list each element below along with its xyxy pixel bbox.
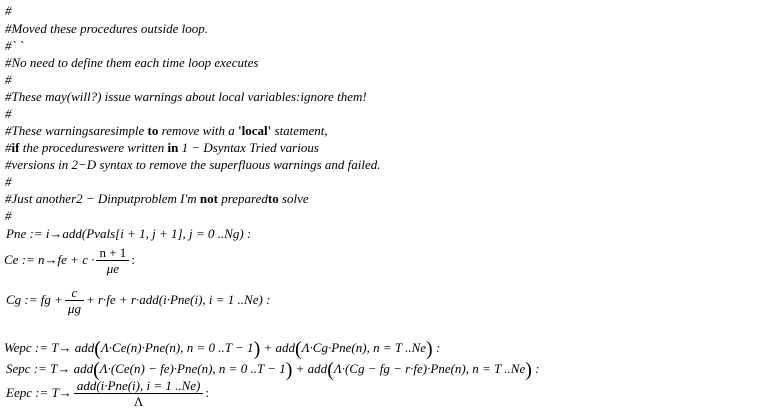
keyword-not: not: [199, 191, 218, 206]
keyword-to: to: [147, 123, 159, 138]
comment-line-10[interactable]: [5, 157, 381, 173]
comment-line-3[interactable]: [5, 38, 23, 54]
ce-numerator: n + 1: [96, 245, 129, 261]
comment-line-6[interactable]: [5, 89, 367, 105]
comment-line-13[interactable]: [5, 208, 12, 224]
eepc-numerator: add(i·Pne(i), i = 1 ..Ne): [74, 378, 204, 394]
code-line-wepc[interactable]: [4, 338, 440, 361]
comment-text: #These may(will?) issue warnings about local variables:ignore them!: [5, 89, 367, 104]
comment-line-8[interactable]: [5, 123, 328, 139]
paren-close: ): [525, 359, 532, 381]
cg-denominator: μg: [67, 301, 81, 316]
comment-text: #Moved these procedures outside loop.: [5, 21, 209, 36]
code-line-pne[interactable]: [6, 226, 251, 242]
sepc-plus: + add: [292, 361, 328, 376]
wepc-sum1: Λ·Ce(n)·Pne(n), n = 0 ..T − 1: [100, 340, 254, 355]
comment-line-12[interactable]: [5, 191, 309, 207]
comment-line-2[interactable]: [5, 21, 208, 37]
comment-line-4[interactable]: [5, 55, 258, 71]
comment-line-9[interactable]: [5, 140, 319, 156]
paren-close: ): [253, 338, 261, 360]
keyword-local: 'local': [238, 123, 272, 138]
sepc-terminator: :: [531, 361, 540, 376]
eepc-denominator: Λ: [133, 394, 144, 409]
wepc-lhs: Wepc := T→ add: [4, 340, 95, 355]
comment-text: 1 − Dsyntax Tried various: [178, 140, 319, 155]
comment-text: #Just another2 − Dinputproblem I'm: [5, 191, 200, 206]
paren-open: (: [94, 338, 101, 360]
comment-text: prepared: [217, 191, 268, 206]
comment-text: remove with a: [158, 123, 239, 138]
eepc-terminator: :: [205, 384, 210, 400]
cg-fraction: [65, 285, 84, 317]
comment-line-11[interactable]: [5, 174, 12, 190]
comment-text: #No need to define them each time loop executes: [5, 55, 259, 70]
paren-close: ): [285, 359, 293, 381]
comment-line-1[interactable]: [5, 3, 12, 19]
cg-numerator: c: [65, 285, 84, 301]
pne-definition: Pne := i→add(Pvals[i + 1, j + 1], j = 0 ..Ng) :: [6, 226, 252, 241]
comment-text: #: [5, 174, 12, 189]
paren-open: (: [295, 338, 302, 360]
sepc-lhs: Sepc := T→ add: [6, 361, 94, 376]
comment-text: #versions in 2−D syntax to remove the superfluous warnings and failed.: [5, 157, 381, 172]
code-line-eepc[interactable]: [6, 378, 209, 410]
ce-lhs: Ce := n→fe + c ·: [4, 251, 95, 267]
eepc-lhs: Eepc := T→: [6, 384, 72, 400]
wepc-terminator: :: [432, 340, 441, 355]
wepc-sum2: Λ·Cg·Pne(n), n = T ..Ne: [301, 340, 427, 355]
ce-fraction: [96, 245, 129, 277]
paren-open: (: [93, 359, 100, 381]
paren-close: ): [426, 338, 433, 360]
wepc-plus: + add: [260, 340, 296, 355]
code-line-ce[interactable]: [4, 245, 135, 277]
ce-denominator: μe: [106, 261, 120, 276]
comment-line-5[interactable]: [5, 72, 12, 88]
comment-text: #These warningsaresimple: [5, 123, 148, 138]
comment-text: #: [5, 3, 12, 18]
comment-text: solve: [278, 191, 309, 206]
sepc-sum2: Λ·(Cg − fg − r·fe)·Pne(n), n = T ..Ne: [333, 361, 526, 376]
comment-text: statement,: [271, 123, 328, 138]
sepc-sum1: Λ·(Ce(n) − fe)·Pne(n), n = 0 ..T − 1: [99, 361, 286, 376]
keyword-if: if: [11, 140, 20, 155]
eepc-fraction: [74, 378, 204, 410]
code-line-cg[interactable]: [6, 285, 270, 317]
comment-text: #: [5, 72, 12, 87]
cg-rest: + r·fe + r·add(i·Pne(i), i = 1 ..Ne) :: [85, 291, 271, 307]
keyword-in: in: [167, 140, 179, 155]
cg-lhs: Cg := fg +: [6, 291, 63, 307]
comment-text: #: [5, 208, 12, 223]
comment-text: #: [5, 140, 12, 155]
comment-text: #` `: [5, 38, 24, 53]
comment-text: the procedureswere written: [19, 140, 168, 155]
ce-terminator: :: [131, 251, 135, 267]
comment-line-7[interactable]: [5, 106, 12, 122]
keyword-to: to: [267, 191, 279, 206]
comment-text: #: [5, 106, 12, 121]
paren-open: (: [327, 359, 334, 381]
